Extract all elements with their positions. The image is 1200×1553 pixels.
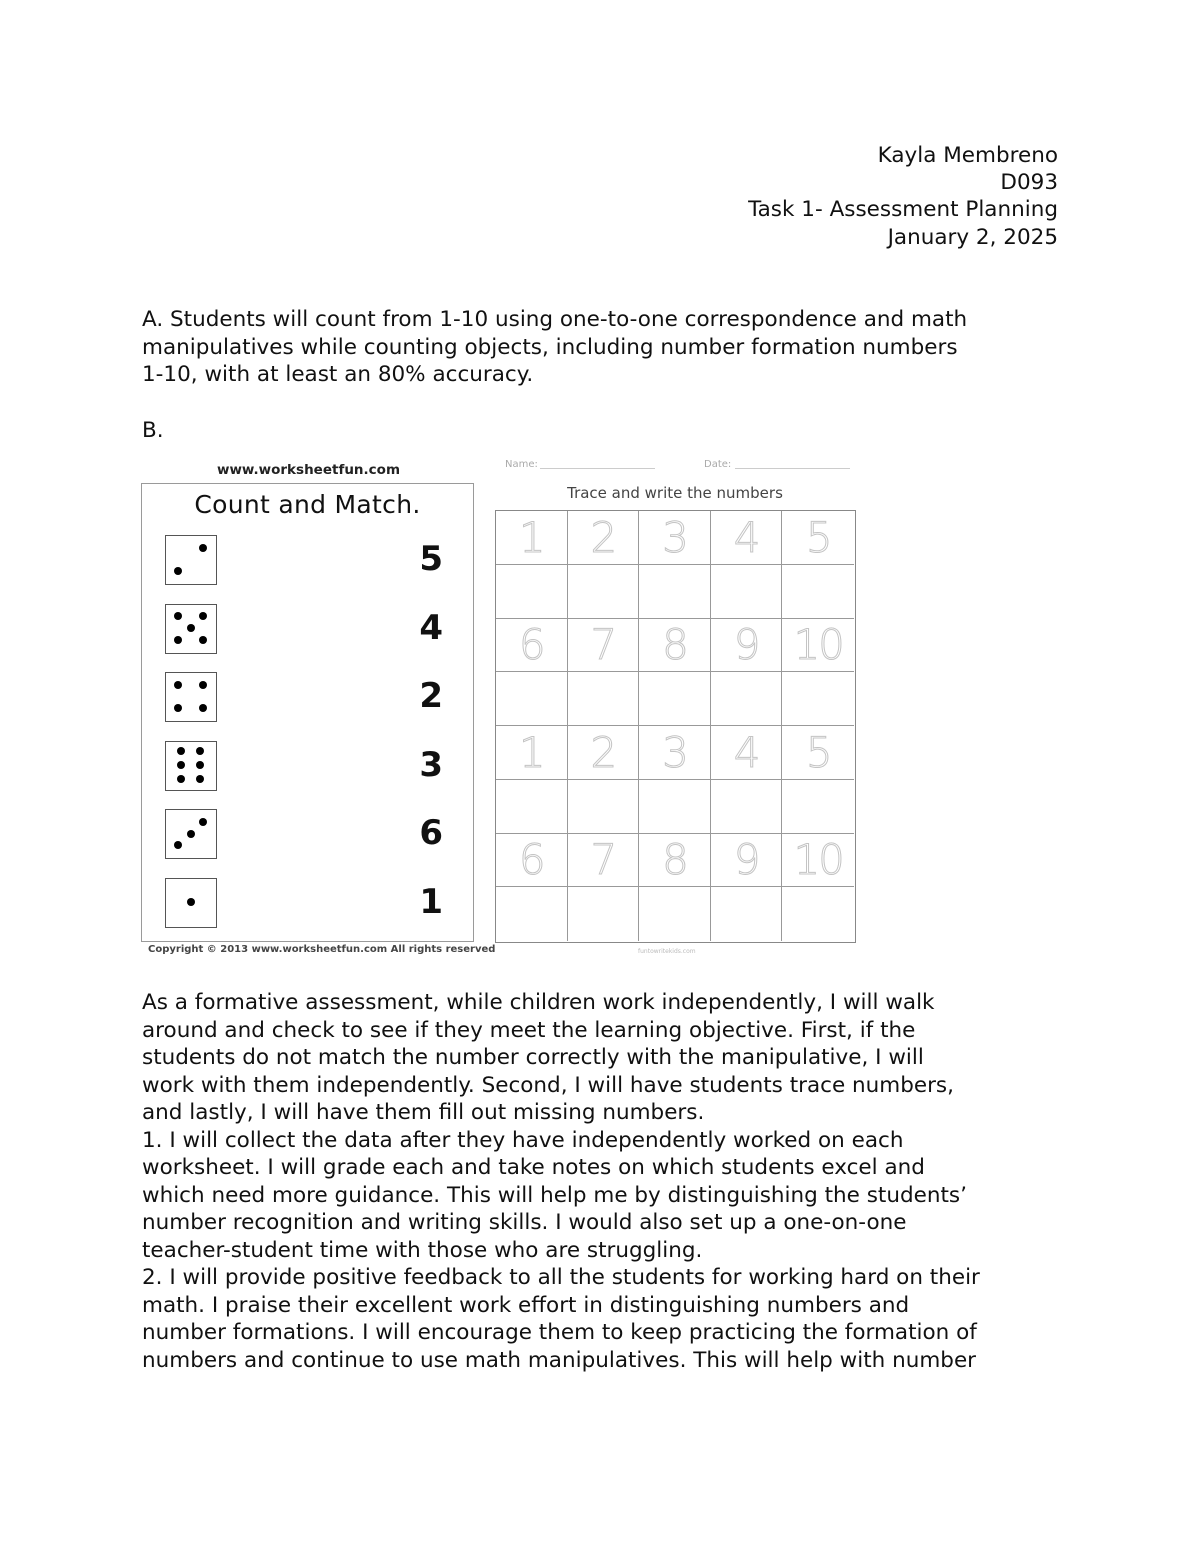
trace-number: 10 <box>793 835 843 885</box>
write-cell <box>639 565 711 619</box>
assessment-paragraph <box>142 989 980 1374</box>
dice-dot <box>199 818 207 826</box>
dice-face-icon <box>165 741 217 791</box>
trace-number: 5 <box>805 727 831 777</box>
dice-dot <box>196 775 204 783</box>
trace-number: 8 <box>662 620 687 670</box>
trace-number-cell <box>639 619 711 673</box>
trace-number-cell <box>639 726 711 780</box>
match-number: 4 <box>419 607 443 648</box>
match-number: 6 <box>419 813 443 853</box>
text-line: and lastly, I will have them fill out missing numbers. <box>142 1100 705 1125</box>
trace-number: 7 <box>590 620 616 670</box>
dice-dot <box>174 612 182 620</box>
trace-write-grid <box>495 510 856 943</box>
name-line <box>540 468 655 469</box>
dice-face-icon <box>165 672 217 722</box>
trace-worksheet-title: Trace and write the numbers <box>567 484 783 502</box>
dice-face-icon <box>165 604 217 654</box>
trace-number-cell <box>568 619 640 673</box>
write-cell <box>496 887 568 941</box>
trace-number: 5 <box>805 512 831 562</box>
dice-dot <box>174 636 182 644</box>
trace-number: 9 <box>733 835 759 885</box>
match-number: 3 <box>419 744 443 785</box>
match-row <box>142 809 473 861</box>
trace-number-cell <box>639 834 711 888</box>
dice-dot <box>187 898 195 906</box>
write-cell <box>568 565 640 619</box>
dice-dot <box>199 636 207 644</box>
trace-number-cell <box>782 834 854 888</box>
dice-face-icon <box>165 878 217 928</box>
match-row <box>142 672 473 724</box>
text-line: 1. I will collect the data after they have independently worked on each <box>142 1127 904 1153</box>
dice-dot <box>187 830 195 838</box>
match-row <box>142 878 473 930</box>
trace-number: 10 <box>793 620 843 670</box>
text-line: teacher-student time with those who are struggling. <box>142 1237 703 1263</box>
write-cell <box>711 672 783 726</box>
trace-number: 3 <box>662 512 687 562</box>
text-line: manipulatives while counting objects, including number formation numbers <box>142 334 958 360</box>
document-date: January 2, 2025 <box>887 224 1058 250</box>
text-line: number recognition and writing skills. I would also set up a one-on-one <box>142 1210 907 1235</box>
write-cell <box>711 887 783 941</box>
text-line: numbers and continue to use math manipulatives. This will help with number <box>142 1347 977 1373</box>
write-cell <box>568 887 640 941</box>
match-number: 2 <box>419 676 443 716</box>
trace-number-cell <box>496 511 568 565</box>
dice-face-icon <box>165 535 217 585</box>
trace-number: 9 <box>733 620 759 670</box>
trace-number-cell <box>782 726 854 780</box>
trace-number: 3 <box>662 727 687 777</box>
trace-number-cell <box>711 511 783 565</box>
write-cell <box>782 672 854 726</box>
text-line: As a formative assessment, while children work independently, I will walk <box>142 990 935 1015</box>
text-line: students do not match the number correctly with the manipulative, I will <box>142 1045 924 1070</box>
match-number: 1 <box>419 881 443 922</box>
document-header <box>748 142 1058 251</box>
trace-number: 2 <box>590 512 616 562</box>
write-cell <box>782 887 854 941</box>
write-cell <box>496 780 568 834</box>
section-b-label: B. <box>142 418 164 443</box>
dice-dot <box>199 612 207 620</box>
match-number: 5 <box>419 539 443 579</box>
count-and-match-worksheet <box>141 483 474 942</box>
trace-number: 1 <box>518 512 544 562</box>
trace-number: 6 <box>518 620 544 670</box>
write-cell <box>639 887 711 941</box>
dice-dot <box>199 704 207 712</box>
write-cell <box>496 565 568 619</box>
write-cell <box>711 780 783 834</box>
text-line: worksheet. I will grade each and take notes on which students excel and <box>142 1155 925 1180</box>
write-cell <box>496 672 568 726</box>
trace-number-cell <box>711 834 783 888</box>
text-line: 1-10, with at least an 80% accuracy. <box>142 362 534 387</box>
dice-dot <box>196 747 204 755</box>
trace-number-cell <box>496 726 568 780</box>
trace-number: 1 <box>518 727 544 777</box>
section-a-paragraph <box>142 306 967 389</box>
text-line: A. Students will count from 1-10 using one-to-one correspondence and math <box>142 307 968 332</box>
name-label: Name: <box>505 459 538 470</box>
worksheet-title: Count and Match. <box>194 490 421 519</box>
write-cell <box>639 780 711 834</box>
dice-dot <box>174 704 182 712</box>
write-cell <box>639 672 711 726</box>
write-cell <box>711 565 783 619</box>
trace-number-cell <box>782 619 854 673</box>
text-line: around and check to see if they meet the learning objective. First, if the <box>142 1017 916 1043</box>
write-cell <box>782 565 854 619</box>
dice-face-icon <box>165 809 217 859</box>
task-title: Task 1- Assessment Planning <box>748 197 1058 223</box>
trace-number-cell <box>782 511 854 565</box>
write-cell <box>568 780 640 834</box>
trace-number-cell <box>711 726 783 780</box>
dice-dot <box>177 747 185 755</box>
text-line: work with them independently. Second, I will have students trace numbers, <box>142 1072 954 1098</box>
dice-dot <box>177 775 185 783</box>
trace-number-cell <box>639 511 711 565</box>
match-row <box>142 741 473 793</box>
course-code: D093 <box>1000 170 1058 196</box>
date-line <box>735 468 850 469</box>
trace-number-cell <box>568 834 640 888</box>
date-label: Date: <box>704 459 732 470</box>
author-name: Kayla Membreno <box>877 143 1058 168</box>
text-line: number formations. I will encourage them to keep practicing the formation of <box>142 1320 977 1345</box>
trace-number: 7 <box>590 835 616 885</box>
trace-number-cell <box>496 619 568 673</box>
worksheet-copyright: Copyright © 2013 www.worksheetfun.com All rights reserved <box>148 944 496 955</box>
trace-number: 4 <box>733 512 759 562</box>
dice-dot <box>174 681 182 689</box>
match-row <box>142 604 473 656</box>
trace-number-cell <box>711 619 783 673</box>
trace-number-cell <box>568 726 640 780</box>
trace-number-cell <box>496 834 568 888</box>
trace-number: 8 <box>662 835 687 885</box>
trace-number: 6 <box>518 835 544 885</box>
trace-worksheet-footer: funtowritekids.com <box>638 948 696 955</box>
match-row <box>142 535 473 587</box>
text-line: which need more guidance. This will help me by distinguishing the students’ <box>142 1182 967 1208</box>
dice-dot <box>199 544 207 552</box>
trace-number-cell <box>568 511 640 565</box>
dice-dot <box>177 761 185 769</box>
dice-dot <box>174 841 182 849</box>
trace-number: 2 <box>590 727 616 777</box>
dice-dot <box>174 567 182 575</box>
text-line: math. I praise their excellent work effort in distinguishing numbers and <box>142 1292 910 1318</box>
dice-dot <box>196 761 204 769</box>
text-line: 2. I will provide positive feedback to all the students for working hard on their <box>142 1265 980 1290</box>
write-cell <box>782 780 854 834</box>
worksheet-url: www.worksheetfun.com <box>216 462 401 478</box>
write-cell <box>568 672 640 726</box>
dice-dot <box>199 681 207 689</box>
trace-number: 4 <box>733 727 759 777</box>
dice-dot <box>187 624 195 632</box>
